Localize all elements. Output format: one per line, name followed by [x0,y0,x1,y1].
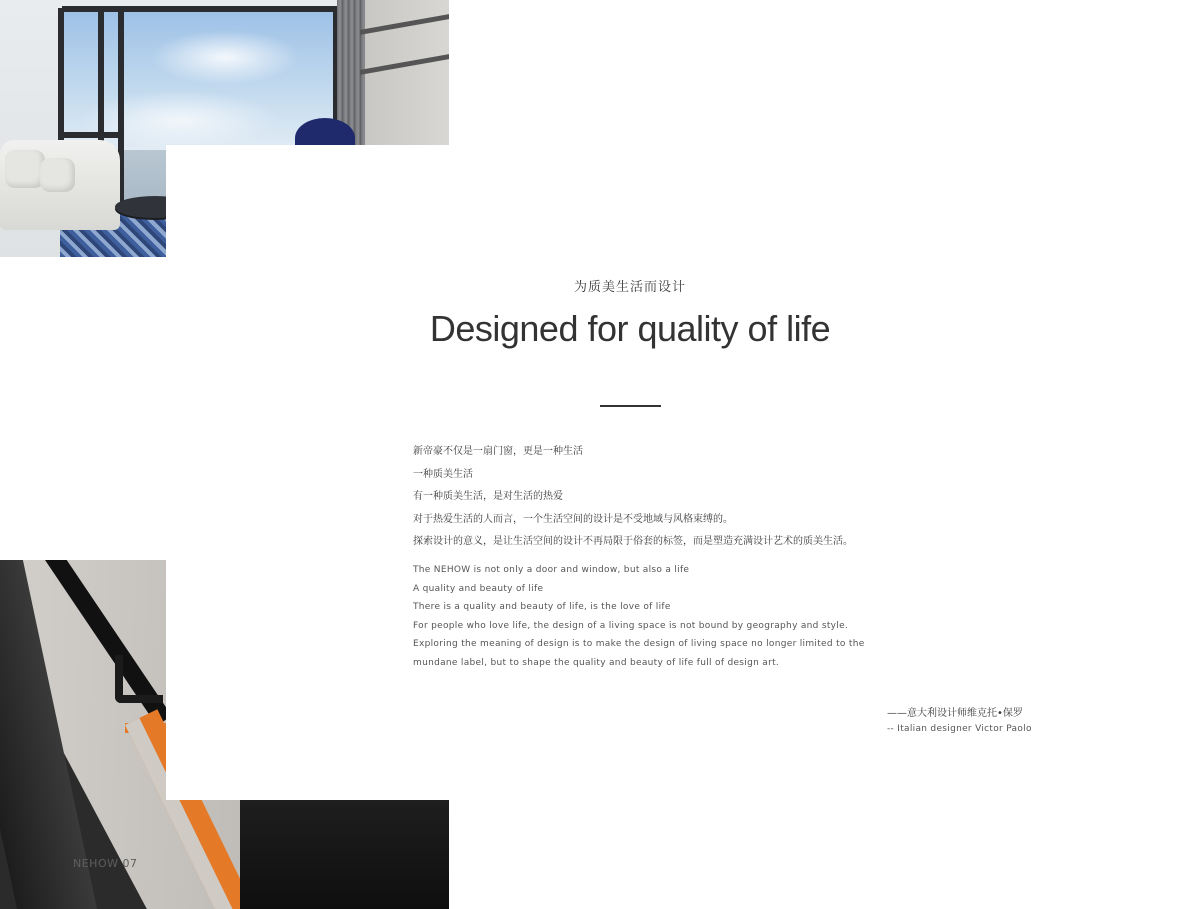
paragraph-line: For people who love life, the design of a living space is not bound by geography and style. [413,620,849,631]
paragraph-line: 对于热爱生活的人而言，一个生活空间的设计是不受地域与风格束缚的。 [413,513,733,525]
window-frame [62,132,122,138]
cloud [150,30,300,85]
cushion [40,158,75,192]
cushion [5,150,45,188]
paragraph-line: 新帝豪不仅是一扇门窗，更是一种生活 [413,446,583,457]
paragraph-line: The NEHOW is not only a door and window, but also a life [413,565,690,575]
attribution-en: -- Italian designer Victor Paolo [887,724,1032,734]
title-divider [600,405,661,407]
page-number: NEHOW 07 [73,857,138,870]
frame-groove [115,655,163,703]
window-frame [62,6,337,12]
paragraph-line: 探索设计的意义，是让生活空间的设计不再局限于俗套的标签，而是塑造充满设计艺术的质美生活。 [413,536,853,547]
paragraph-en [413,561,865,672]
cloud [80,90,280,150]
content-panel [166,145,456,265]
dark-corner [240,800,449,909]
page-title: Designed for quality of life [429,308,831,349]
paragraph-line: A quality and beauty of life [413,583,544,594]
paragraph-line: There is a quality and beauty of life, is the love of life [413,602,671,612]
attribution-cn: ——意大利设计师维克托•保罗 [887,708,1023,719]
quote-attribution [887,707,1032,737]
paragraph-line: Exploring the meaning of design is to make the design of living space no longer limited to the [413,639,865,649]
paragraph-line: mundane label, but to shape the quality and beauty of life full of design art. [413,657,780,668]
subtitle-cn: 为质美生活而设计 [573,280,686,295]
paragraph-line: 有一种质美生活，是对生活的热爱 [413,491,563,502]
paragraph-cn [413,441,883,554]
paragraph-line: 一种质美生活 [413,468,473,480]
